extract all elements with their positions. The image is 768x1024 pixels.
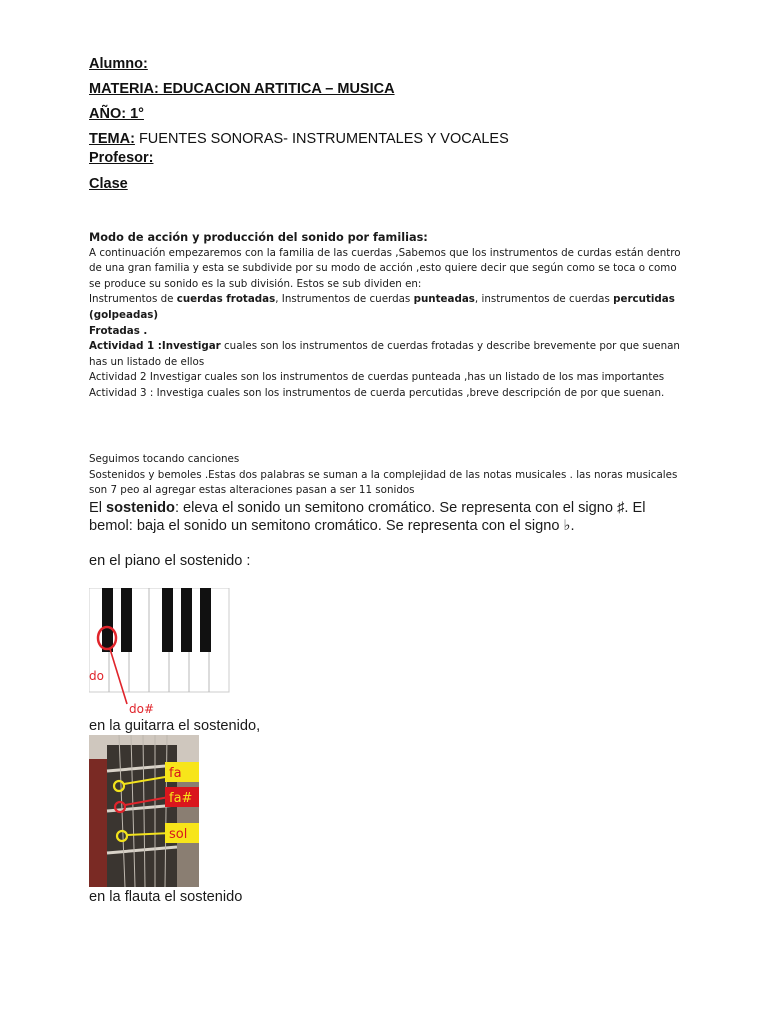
definition-text-c: : eleva el sonido un semitono cromático. Se representa con el signo ♯. El bemol: baja el sonido un semitono cromático. Se representa con el signo ♭. [89,500,646,534]
guitar-caption: en la guitarra el sostenido, [89,718,261,734]
alumno-heading: Alumno: [89,56,148,72]
activity-1-label: Actividad 1 :Investigar [89,340,221,353]
frotadas-label [89,324,681,340]
materia-heading: MATERIA: EDUCACION ARTITICA – MUSICA [89,81,395,97]
label-sol: sol [169,827,188,842]
clase-heading: Clase [89,176,128,192]
label-do: do [89,669,104,683]
label-fasharp: fa# [169,791,193,806]
songs-line: Seguimos tocando canciones [89,453,240,465]
definition-text-a: El [89,500,107,516]
flute-caption: en la flauta el sostenido [89,889,243,905]
types-frotadas: cuerdas frotadas [176,293,276,306]
frotadas-bold: Frotadas . [89,324,148,337]
tema-heading [89,131,509,147]
guitar-fretboard-image [89,735,199,887]
definition-paragraph [89,499,689,535]
activity-3: Actividad 3 : Investiga cuales son los instrumentos de cuerda percutidas ,breve descripción de por que suenan. [89,386,665,399]
activity-1 [89,339,681,370]
types-text-e: , instrumentos de cuerdas [474,293,614,306]
types-percutidas: percutidas (golpeadas) [89,293,675,321]
types-paragraph [89,292,681,323]
section-title: Modo de acción y producción del sonido por familias: [89,231,428,244]
profesor-heading: Profesor: [89,150,154,166]
definition-sostenido: sostenido [106,500,175,516]
anio-heading: AÑO: 1° [89,106,144,122]
activity-2: Actividad 2 Investigar cuales son los instrumentos de cuerdas punteada ,has un listado de los mas importantes [89,371,665,384]
activity-1-text: cuales son los instrumentos de cuerdas frotadas y describe brevemente por que suenan has un listado de ellos [89,340,680,368]
alterations-paragraph: Sostenidos y bemoles .Estas dos palabras se suman a la complejidad de las notas musicales . las noras musicales son 7 peo al agregar estas alteraciones pasan a ser 11 sonidos [89,468,678,497]
intro-paragraph: A continuación empezaremos con la familia de las cuerdas ,Sabemos que los instrumentos de curdas están dentro de una gran familia y esta se subdivide por su modo de acción ,esto quiere decir que según como se toca o como se produce su sonido es la sub división. Estos se sub dividen en: [89,246,681,290]
types-text-c: , Instrumentos de cuerdas [275,293,414,306]
types-text-a: Instrumentos de [89,293,177,306]
label-dosharp: do# [129,702,155,716]
section-songs [89,452,681,499]
tema-text: FUENTES SONORAS- INSTRUMENTALES Y VOCALES [134,131,509,147]
piano-keys-image [89,588,239,716]
tema-label: TEMA: [89,131,135,147]
piano-caption: en el piano el sostenido : [89,553,251,569]
section-families [89,230,681,402]
types-punteadas: punteadas [413,293,475,306]
label-fa: fa [169,766,182,781]
